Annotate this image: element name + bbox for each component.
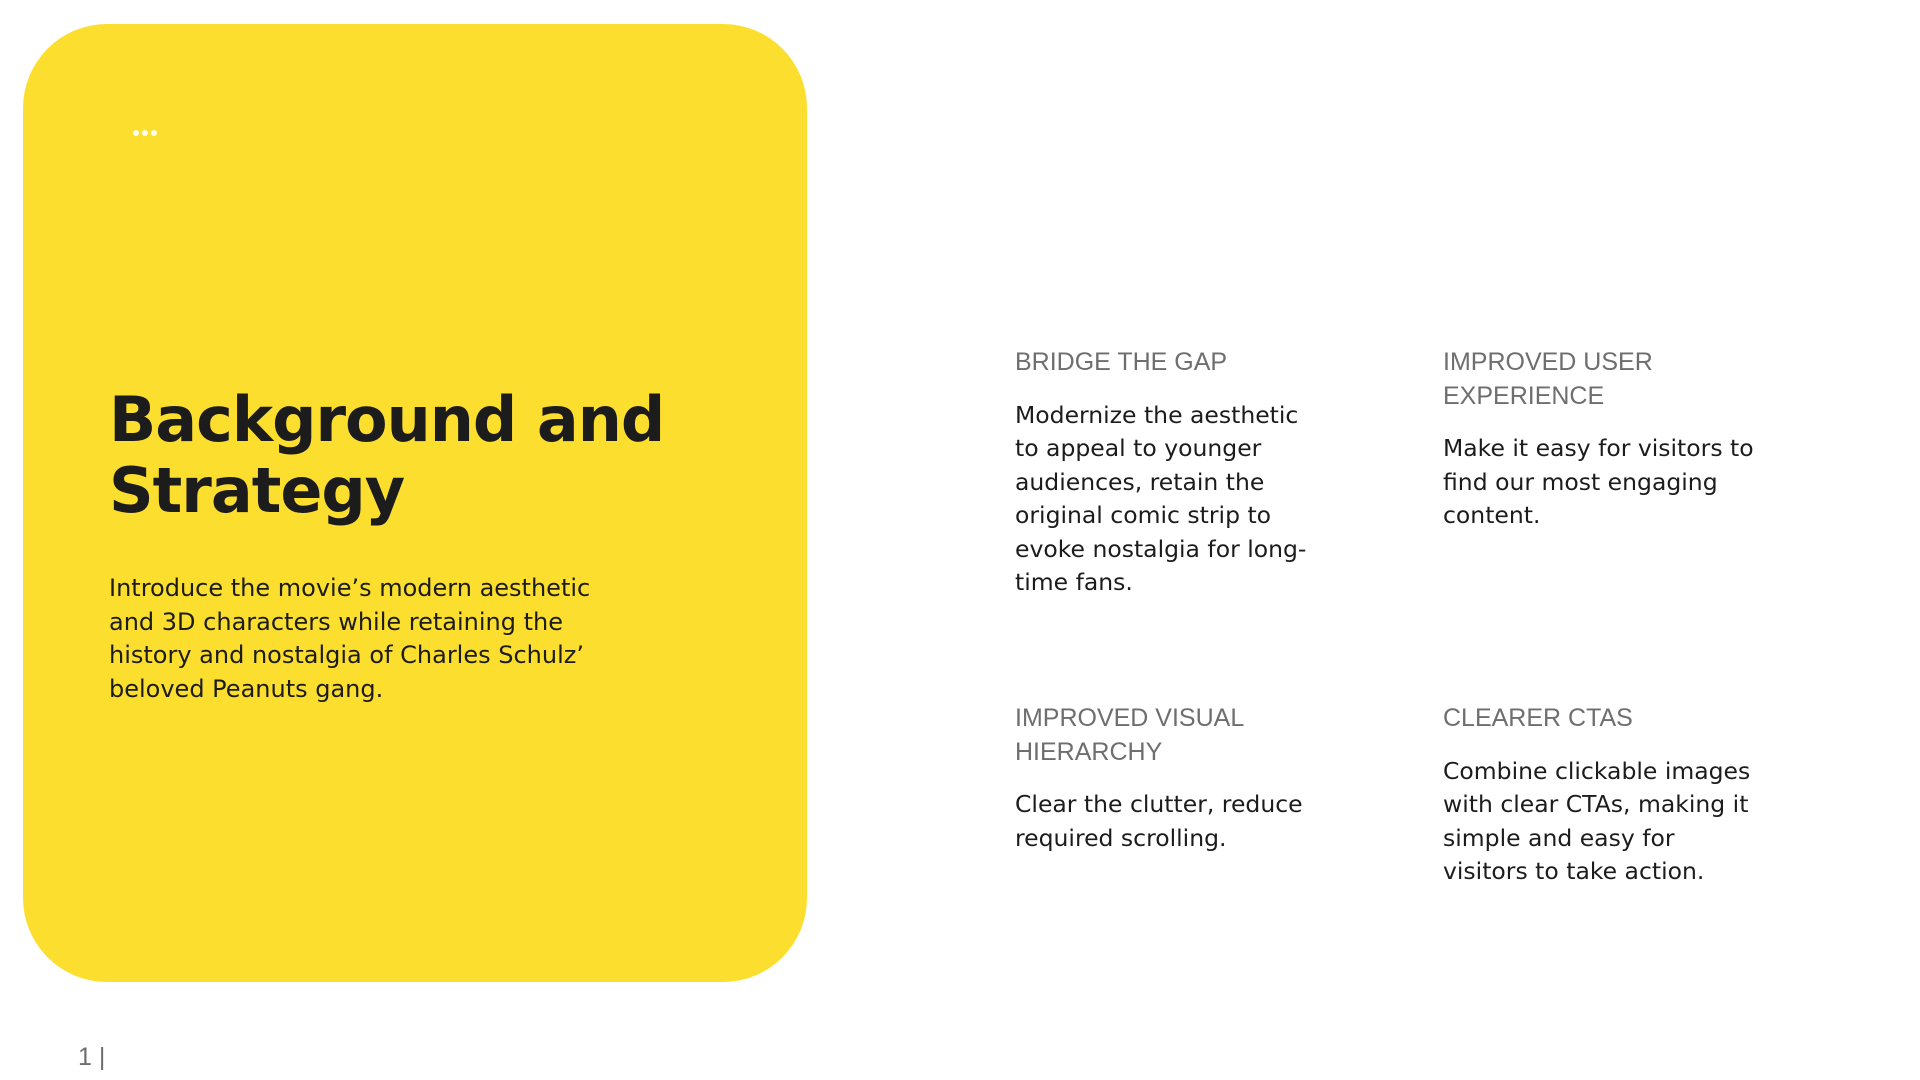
dot xyxy=(142,130,148,136)
strategy-item-clearer-ctas xyxy=(1443,702,1763,889)
strategy-item-bridge-the-gap xyxy=(1015,346,1325,600)
dot xyxy=(151,130,157,136)
strategy-item-label: CLEARER CTAS xyxy=(1443,704,1633,732)
strategy-item-label: BRIDGE THE GAP xyxy=(1015,348,1228,376)
page-number: 1 | xyxy=(78,1043,106,1071)
dot xyxy=(133,130,139,136)
strategy-item-improved-visual-hierarchy xyxy=(1015,702,1325,855)
intro-paragraph: Introduce the movie’s modern aesthetic and 3D characters while retaining the history and nostalgia of Charles Schulz’ beloved Peanuts gang. xyxy=(109,574,591,703)
strategy-item-improved-user-experience xyxy=(1443,346,1763,533)
page-title: Background and Strategy xyxy=(109,383,665,527)
more-dots-icon xyxy=(133,130,157,136)
strategy-item-description: Clear the clutter, reduce required scrolling. xyxy=(1015,790,1303,852)
strategy-item-description: Modernize the aesthetic to appeal to younger audiences, retain the original comic strip to evoke nostalgia for long-time fans. xyxy=(1015,400,1307,596)
strategy-item-description: Combine clickable images with clear CTAs, making it simple and easy for visitors to take action. xyxy=(1443,756,1751,885)
strategy-item-description: Make it easy for visitors to find our most engaging content. xyxy=(1443,434,1754,529)
strategy-item-label: IMPROVED VISUAL HIERARCHY xyxy=(1015,704,1244,766)
strategy-item-label: IMPROVED USER EXPERIENCE xyxy=(1443,348,1653,410)
